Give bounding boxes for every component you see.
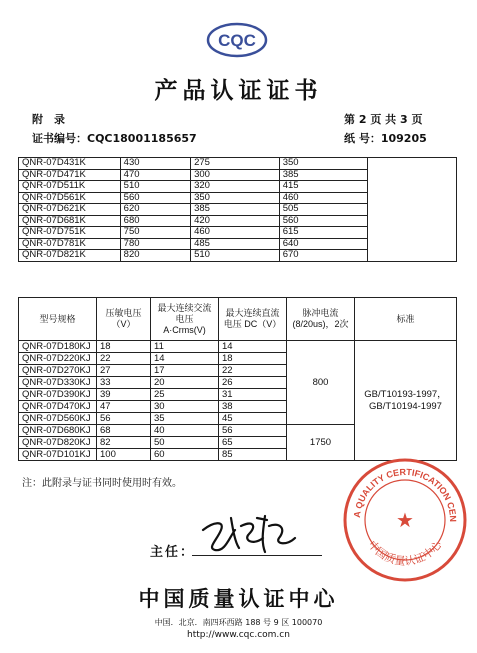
model-table xyxy=(18,297,457,461)
empty-cell xyxy=(368,158,457,262)
table-cell: 560 xyxy=(279,215,368,227)
table-cell: QNR-07D680KJ xyxy=(19,425,97,437)
issuer-address: 中国．北京．南四环西路 188 号 9 区 100070 xyxy=(154,618,323,627)
table-cell: 100 xyxy=(97,449,151,461)
cqc-logo xyxy=(206,22,268,58)
column-header: 型号规格 xyxy=(19,298,97,341)
table-cell: QNR-07D781K xyxy=(19,238,121,250)
table-cell: QNR-07D471K xyxy=(19,169,121,181)
svg-text:CQC: CQC xyxy=(218,31,256,50)
table-cell: 40 xyxy=(151,425,219,437)
table-cell: 68 xyxy=(97,425,151,437)
table-cell: 17 xyxy=(151,365,219,377)
table-cell: 33 xyxy=(97,377,151,389)
issuer-name: 中国质量认证中心 xyxy=(138,587,339,611)
table-cell: 620 xyxy=(120,204,190,216)
table-row xyxy=(19,341,457,353)
table-cell: 420 xyxy=(191,215,280,227)
table-row xyxy=(19,158,457,170)
svg-text:CHINA QUALITY CERTIFICATION CE: A QUALITY CERTIFICATION CEN xyxy=(351,466,459,523)
table-cell: 65 xyxy=(219,437,287,449)
table-cell: QNR-07D821K xyxy=(19,250,121,262)
table-cell: 780 xyxy=(120,238,190,250)
table-cell: 22 xyxy=(219,365,287,377)
table-cell: 20 xyxy=(151,377,219,389)
table-cell: QNR-07D820KJ xyxy=(19,437,97,449)
table-cell: 350 xyxy=(279,158,368,170)
table-cell: 14 xyxy=(219,341,287,353)
table-cell: QNR-07D511K xyxy=(19,181,121,193)
table-cell: 470 xyxy=(120,169,190,181)
table-cell: QNR-07D621K xyxy=(19,204,121,216)
table-cell: 60 xyxy=(151,449,219,461)
table-cell: 18 xyxy=(219,353,287,365)
table-cell: 385 xyxy=(279,169,368,181)
certificate-number: 证书编号：CQC18001185657 xyxy=(32,132,197,145)
table-cell: 820 xyxy=(120,250,190,262)
appendix-label: 附 录 xyxy=(32,113,65,126)
standard-cell: GB/T10193-1997，GB/T10194-1997 xyxy=(355,341,457,461)
table-cell: 22 xyxy=(97,353,151,365)
table-cell: 56 xyxy=(97,413,151,425)
table-cell: QNR-07D330KJ xyxy=(19,377,97,389)
table-cell: 350 xyxy=(191,192,280,204)
table-cell: 460 xyxy=(191,227,280,239)
signature-line xyxy=(192,555,322,556)
page-info: 第 2 页 共 3 页 xyxy=(344,113,423,126)
table-cell: 275 xyxy=(191,158,280,170)
table-cell: 670 xyxy=(279,250,368,262)
table-cell: QNR-07D681K xyxy=(19,215,121,227)
table-cell: QNR-07D101KJ xyxy=(19,449,97,461)
table-cell: 27 xyxy=(97,365,151,377)
table-cell: 18 xyxy=(97,341,151,353)
column-header: 最大连续直流电压 DC（V） xyxy=(219,298,287,341)
paper-number: 纸 号：109205 xyxy=(344,132,427,145)
issuer-website: http://www.cqc.com.cn xyxy=(187,630,290,640)
table-cell: QNR-07D751K xyxy=(19,227,121,239)
table-cell: 615 xyxy=(279,227,368,239)
table-cell: QNR-07D470KJ xyxy=(19,401,97,413)
table-cell: 430 xyxy=(120,158,190,170)
handwritten-signature xyxy=(195,508,305,556)
pulse-current-cell: 800 xyxy=(287,341,355,425)
table-cell: QNR-07D390KJ xyxy=(19,389,97,401)
table-cell: 47 xyxy=(97,401,151,413)
table-cell: 82 xyxy=(97,437,151,449)
official-seal xyxy=(340,455,470,585)
table-cell: QNR-07D180KJ xyxy=(19,341,97,353)
pulse-current-cell: 1750 xyxy=(287,425,355,461)
table-cell: 45 xyxy=(219,413,287,425)
column-header: 脉冲电流 (8/20us)，2次 xyxy=(287,298,355,341)
table-cell: 415 xyxy=(279,181,368,193)
table-cell: 25 xyxy=(151,389,219,401)
table-cell: 38 xyxy=(219,401,287,413)
table-cell: 85 xyxy=(219,449,287,461)
table-cell: 510 xyxy=(120,181,190,193)
table-cell: QNR-07D220KJ xyxy=(19,353,97,365)
table-cell: 750 xyxy=(120,227,190,239)
director-label: 主任： xyxy=(150,545,196,560)
column-header: 压敏电压（V） xyxy=(97,298,151,341)
column-header: 标准 xyxy=(355,298,457,341)
table-cell: QNR-07D431K xyxy=(19,158,121,170)
table-cell: 11 xyxy=(151,341,219,353)
table-cell: 385 xyxy=(191,204,280,216)
table-cell: 560 xyxy=(120,192,190,204)
table-cell: 680 xyxy=(120,215,190,227)
table-cell: 14 xyxy=(151,353,219,365)
table-cell: 56 xyxy=(219,425,287,437)
validity-note: 注：此附录与证书同时使用时有效。 xyxy=(22,478,182,489)
table-cell: 460 xyxy=(279,192,368,204)
svg-text:★: ★ xyxy=(396,508,414,532)
table-cell: 505 xyxy=(279,204,368,216)
table-cell: 510 xyxy=(191,250,280,262)
model-table-continued xyxy=(18,157,457,262)
table-cell: 31 xyxy=(219,389,287,401)
svg-text:中国质量认证中心: 中国质量认证中心 xyxy=(365,538,445,568)
table-cell: 485 xyxy=(191,238,280,250)
table-cell: 50 xyxy=(151,437,219,449)
table-cell: 640 xyxy=(279,238,368,250)
table-cell: 35 xyxy=(151,413,219,425)
document-title: 产品认证证书 xyxy=(154,78,323,104)
table-cell: 300 xyxy=(191,169,280,181)
table-cell: 320 xyxy=(191,181,280,193)
table-cell: QNR-07D561K xyxy=(19,192,121,204)
table-cell: 26 xyxy=(219,377,287,389)
table-cell: QNR-07D560KJ xyxy=(19,413,97,425)
table-cell: 30 xyxy=(151,401,219,413)
column-header: 最大连续交流电压 A·Crms(V) xyxy=(151,298,219,341)
table-cell: QNR-07D270KJ xyxy=(19,365,97,377)
table-cell: 39 xyxy=(97,389,151,401)
